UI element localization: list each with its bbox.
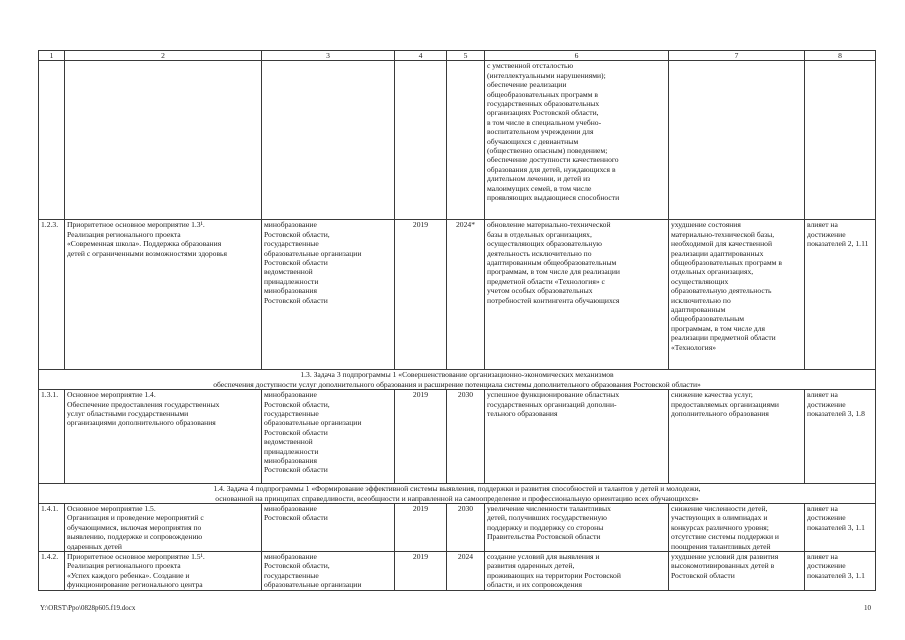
result-cell: успешное функционирование областных государственных организаций дополни- тельного образования: [485, 390, 669, 484]
executor-cell: минобразование Ростовской области, государственные образовательные организации: [262, 552, 395, 591]
row-number: 1.4.2.: [39, 552, 65, 591]
column-number: 7: [669, 51, 805, 61]
end-year-cell: 2030: [447, 390, 485, 484]
executor-cell: минобразование Ростовской области, государственные образовательные организации Ростовской области ведомственной принадлежности минобразования Ростовской области: [262, 220, 395, 370]
consequence-cell: [669, 61, 805, 220]
section-heading: 1.3. Задача 3 подпрограммы 1 «Совершенствование организационно-экономических механизмов обеспечения доступности услуг дополнительного образования и расширение потенциала системы дополнительного образования Ростовской области»: [39, 370, 876, 390]
executor-cell: минобразование Ростовской области, государственные образовательные организации Ростовской области ведомственной принадлежности минобразования Ростовской области: [262, 390, 395, 484]
measure-cell: [65, 61, 262, 220]
executor-cell: минобразование Ростовской области: [262, 504, 395, 552]
result-cell: с умственной отсталостью (интеллектуальными нарушениями); обеспечение реализации общеобразовательных программ в государственных образовательных организациях Ростовской области, в том числе в специальном учебно- воспитательном учреждении для обучающихся с девиантным (общественно опасным) поведением; обеспечение доступности качественного образования для детей, нуждающихся в длительном лечении, и детей из малоимущих семей, в том числе проявляющих выдающиеся способности: [485, 61, 669, 220]
column-number: 4: [395, 51, 447, 61]
column-number: 1: [39, 51, 65, 61]
table-row: [39, 220, 876, 370]
column-number: 5: [447, 51, 485, 61]
column-number: 8: [805, 51, 876, 61]
consequence-cell: ухудшение состояния материально-технической базы, необходимой для качественной реализации адаптированных общеобразовательных программ в отдельных организациях, осуществляющих образовательную деятельность исключительно по адаптированным общеобразовательным программам, в том числе для реализации предметной области «Технология»: [669, 220, 805, 370]
start-year-cell: 2019: [395, 220, 447, 370]
end-year-cell: 2030: [447, 504, 485, 552]
column-number: 3: [262, 51, 395, 61]
section-row: [39, 370, 876, 390]
row-number: [39, 61, 65, 220]
row-number: 1.3.1.: [39, 390, 65, 484]
start-year-cell: 2019: [395, 390, 447, 484]
table-row: [39, 504, 876, 552]
end-year-cell: 2024*: [447, 220, 485, 370]
row-number: 1.4.1.: [39, 504, 65, 552]
section-heading: 1.4. Задача 4 подпрограммы 1 «Формирование эффективной системы выявления, поддержки и развития способностей и талантов у детей и молодежи, основанной на принципах справедливости, всеобщности и направленной на самоопределение и профессиональную ориентацию всех обучающихся»: [39, 484, 876, 504]
end-year-cell: 2024: [447, 552, 485, 591]
indicators-cell: [805, 61, 876, 220]
indicators-cell: влияет на достижение показателей 3, 1.8: [805, 390, 876, 484]
result-cell: создание условий для выявления и развития одаренных детей, проживающих на территории Ростовской области, и их сопровождения: [485, 552, 669, 591]
end-year-cell: [447, 61, 485, 220]
consequence-cell: снижение качества услуг, предоставляемых организациями дополнительного образования: [669, 390, 805, 484]
column-number: 2: [65, 51, 262, 61]
indicators-cell: влияет на достижение показателей 3, 1.1: [805, 504, 876, 552]
measures-table: [38, 50, 876, 591]
section-row: [39, 484, 876, 504]
indicators-cell: влияет на достижение показателей 2, 1.11: [805, 220, 876, 370]
file-path-footer: Y:\ORST\Ppo\0828p605.f19.docx: [40, 604, 136, 612]
result-cell: обновление материально-технической базы в отдельных организациях, осуществляющих образовательную деятельность исключительно по адаптированным общеобразовательным программам, в том числе для реализации предметной области «Технология» с учетом особых образовательных потребностей контингента обучающихся: [485, 220, 669, 370]
measure-cell: Основное мероприятие 1.5. Организация и проведение мероприятий с обучающимися, включая мероприятия по выявлению, поддержке и сопровождению одаренных детей: [65, 504, 262, 552]
column-number: 6: [485, 51, 669, 61]
page-number: 10: [864, 604, 871, 612]
table-row: [39, 552, 876, 591]
column-number-header: [39, 51, 876, 61]
consequence-cell: ухудшение условий для развития высокомотивированных детей в Ростовской области: [669, 552, 805, 591]
row-number: 1.2.3.: [39, 220, 65, 370]
start-year-cell: [395, 61, 447, 220]
start-year-cell: 2019: [395, 552, 447, 591]
executor-cell: [262, 61, 395, 220]
indicators-cell: влияет на достижение показателей 3, 1.1: [805, 552, 876, 591]
consequence-cell: снижение численности детей, участвующих в олимпиадах и конкурсах различного уровня; отсутствие системы поддержки и поощрения талантливых детей: [669, 504, 805, 552]
table-row: [39, 61, 876, 220]
measure-cell: Приоритетное основное мероприятие 1.3¹. Реализация регионального проекта «Современная школа». Поддержка образования детей с ограниченными возможностями здоровья: [65, 220, 262, 370]
measure-cell: Приоритетное основное мероприятие 1.5¹. Реализация регионального проекта «Успех каждого ребенка». Создание и функционирование регионального центра: [65, 552, 262, 591]
table-row: [39, 390, 876, 484]
measure-cell: Основное мероприятие 1.4. Обеспечение предоставления государственных услуг областными государственными организациями дополнительного образования: [65, 390, 262, 484]
start-year-cell: 2019: [395, 504, 447, 552]
result-cell: увеличение численности талантливых детей, получивших государственную поддержку и поддержку со стороны Правительства Ростовской области: [485, 504, 669, 552]
